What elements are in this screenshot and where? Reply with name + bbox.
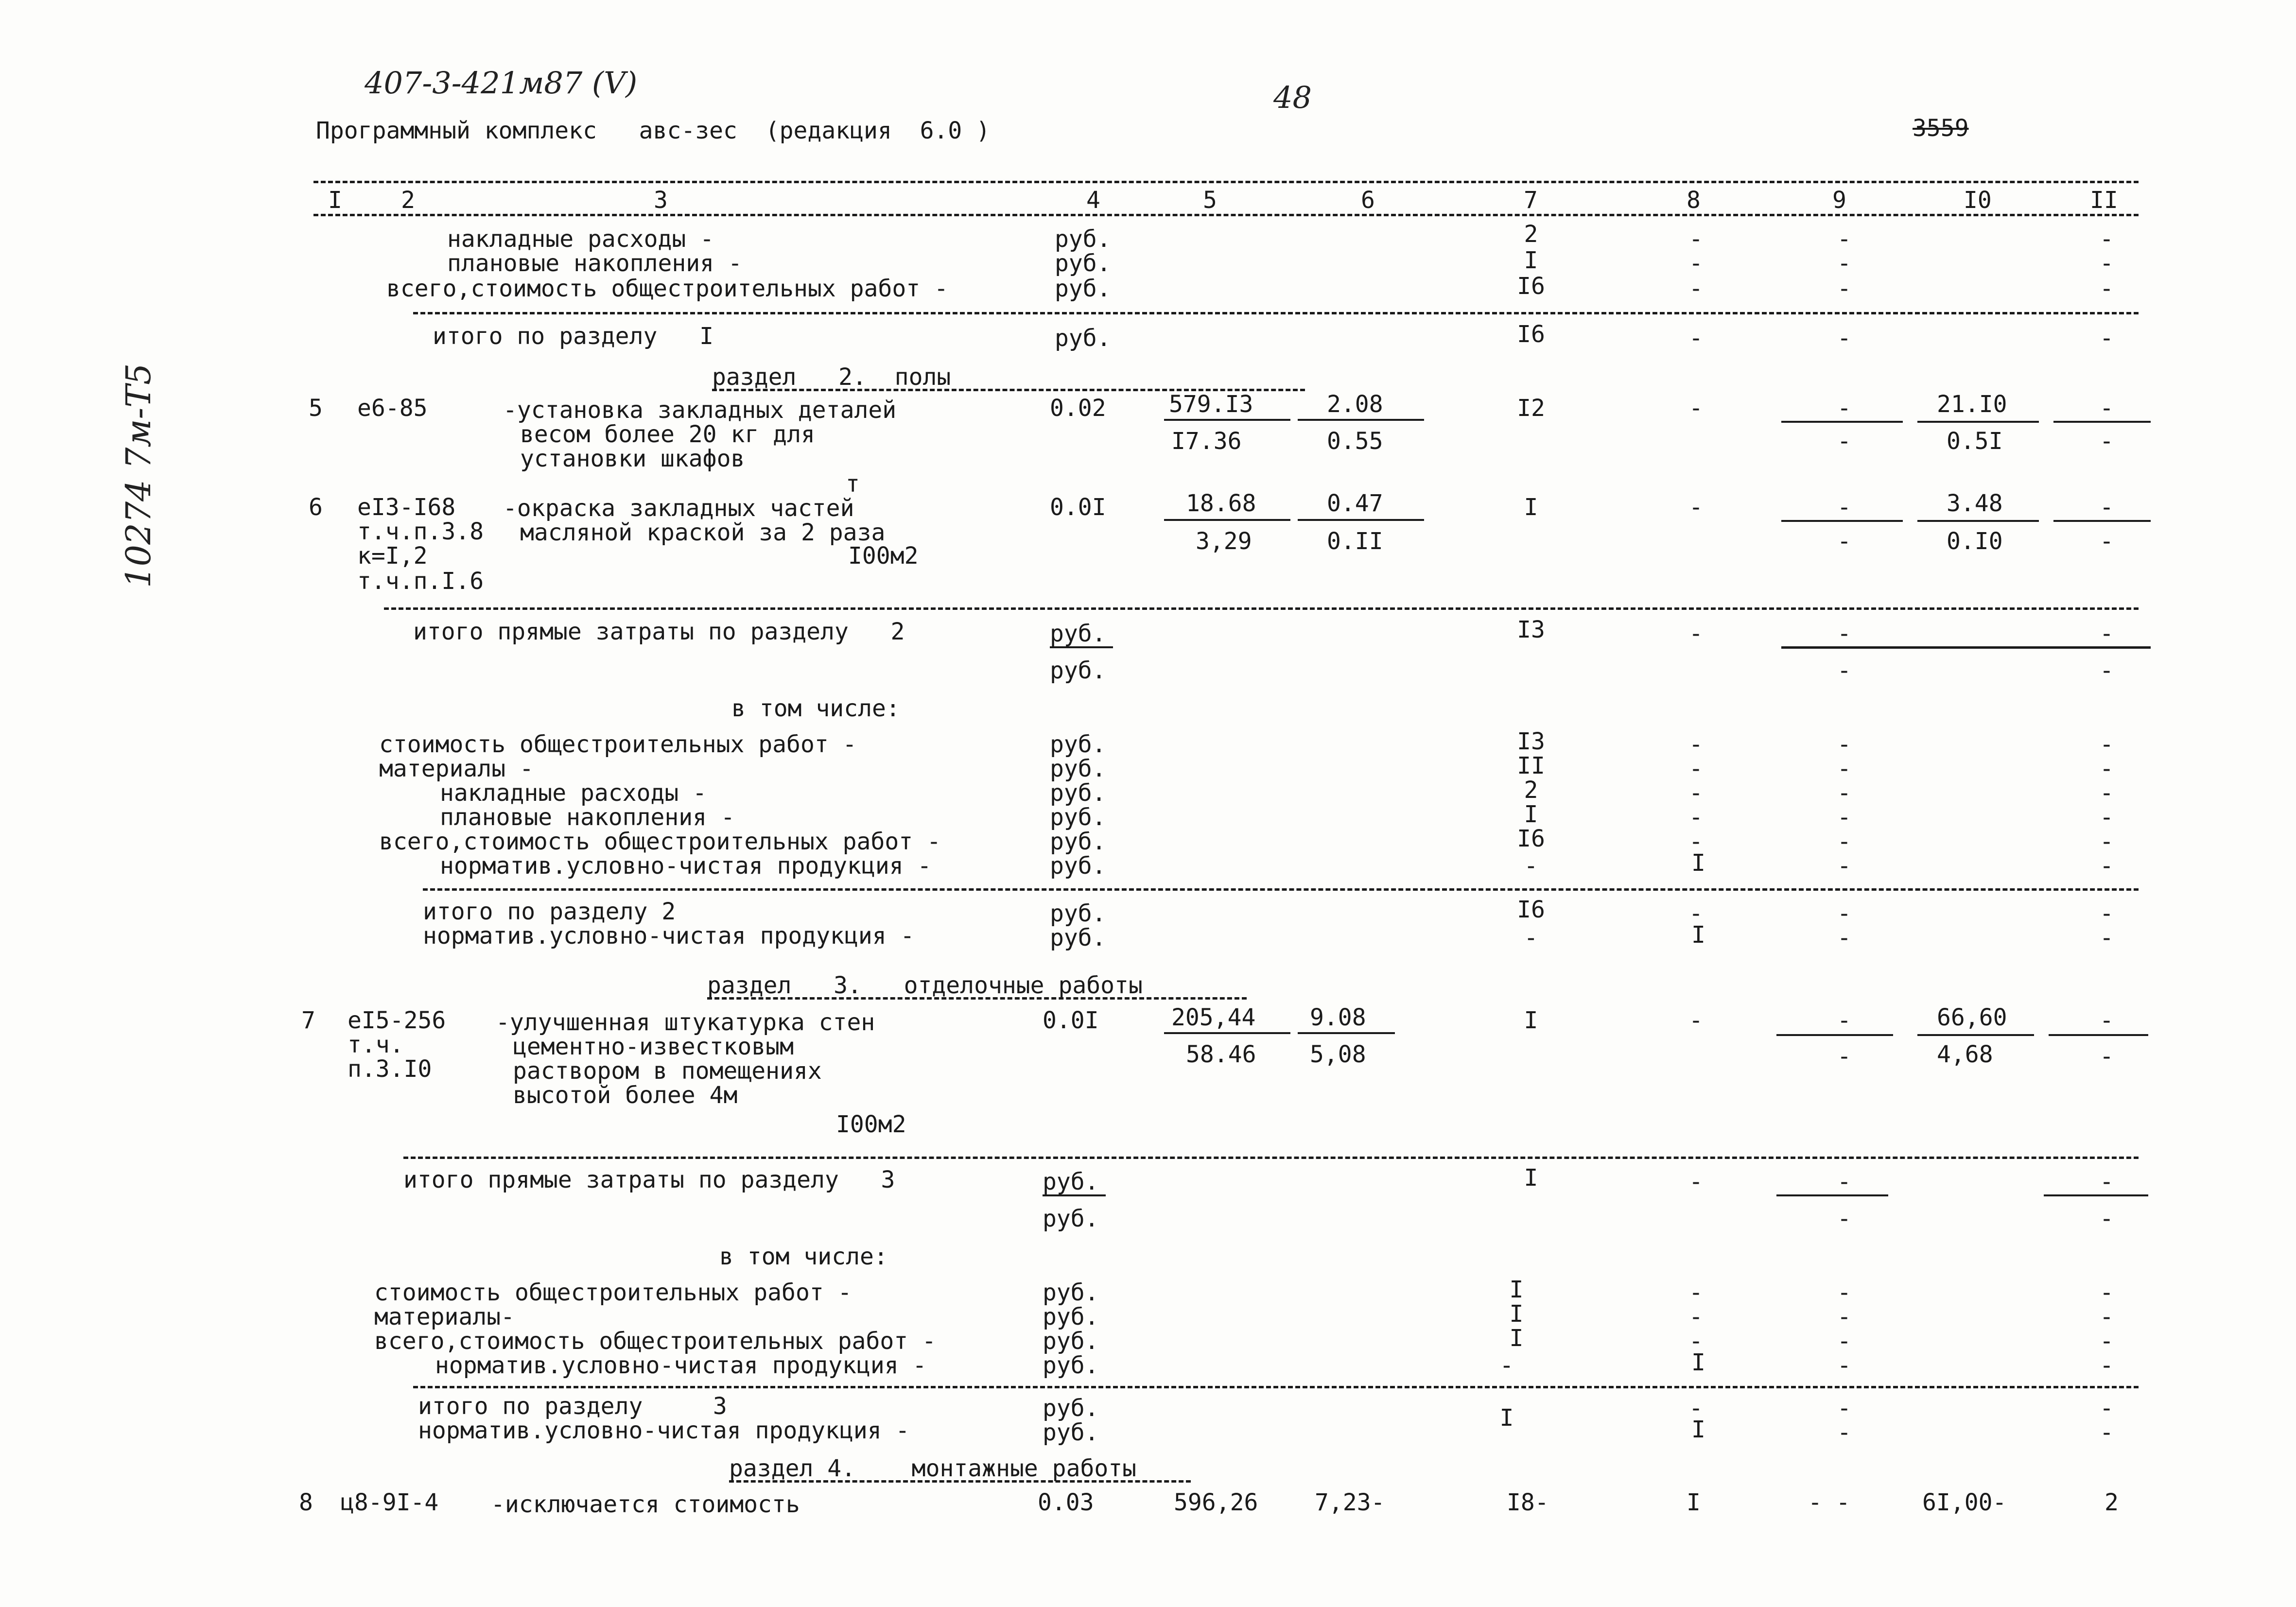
- s2-direct-rule: [1781, 646, 2151, 649]
- row6-c6-bottom: 0.II: [1327, 528, 1383, 555]
- dash-mark: -: [2100, 1419, 2114, 1446]
- s3-normative-label: норматив.условно-чистая продукция -: [435, 1352, 927, 1379]
- row8-c6: 7,23-: [1315, 1489, 1385, 1516]
- dash-mark: -: [1837, 1352, 1851, 1379]
- dash-mark: -: [2100, 250, 2114, 277]
- s2-unit: руб.: [1050, 657, 1106, 684]
- row7-c10-bottom: 4,68: [1937, 1041, 1993, 1068]
- dash-mark: -: [2100, 620, 2114, 647]
- s2-materials-label: материалы -: [379, 755, 534, 782]
- dash-mark: -: [1689, 250, 1703, 277]
- dash-mark: -: [2100, 1168, 2114, 1195]
- row8-code: ц8-9I-4: [340, 1489, 439, 1516]
- dash-mark: -: [1837, 225, 1851, 253]
- row5-c5-bottom: I7.36: [1171, 428, 1242, 455]
- dash-mark: -: [1837, 395, 1851, 422]
- dash-mark: -: [1837, 1168, 1851, 1195]
- dash-mark: -: [1837, 1279, 1851, 1306]
- s2-direct-label: итого прямые затраты по разделу 2: [413, 618, 905, 645]
- s3-unit: руб.: [1043, 1328, 1099, 1355]
- row7-desc: высотой более 4м: [513, 1082, 738, 1109]
- dash-mark: -: [1689, 1279, 1703, 1306]
- dash-mark: -: [2100, 1043, 2114, 1070]
- s2-v-materials: II: [1517, 752, 1545, 779]
- col-header-6: 6: [1361, 187, 1375, 214]
- row8-c5: 596,26: [1174, 1489, 1258, 1516]
- dash-mark: -: [1689, 828, 1703, 855]
- row5-c10-top: 21.I0: [1937, 391, 2007, 418]
- row5-c6-bottom: 0.55: [1327, 428, 1383, 455]
- dash-mark: -: [2100, 395, 2114, 422]
- row7-c5-underline: [1164, 1032, 1290, 1034]
- row6-c5-top: 18.68: [1186, 490, 1256, 517]
- dash-mark: -: [2100, 275, 2114, 302]
- dash-mark: -: [1689, 620, 1703, 647]
- s2-total-v7: I6: [1517, 896, 1545, 923]
- sheet-number: 3559: [1913, 115, 1969, 142]
- dash-mark: -: [2100, 852, 2114, 880]
- s3-c9-underline: [1776, 1194, 1888, 1196]
- s3-direct-label: итого прямые затраты по разделу 3: [403, 1166, 895, 1193]
- s2-norm-v8: I: [1691, 921, 1705, 949]
- s3-unit: руб.: [1043, 1168, 1099, 1195]
- dash-mark: -: [2100, 1205, 2114, 1232]
- row7-unit: I00м2: [836, 1111, 906, 1138]
- dash-mark: -: [2100, 428, 2114, 455]
- row6-code: т.ч.п.3.8: [357, 518, 484, 545]
- s2-unit: руб.: [1050, 828, 1106, 855]
- dash-mark: -: [1837, 900, 1851, 927]
- dash-mark: -: [1689, 1303, 1703, 1331]
- s1-planned-label: плановые накопления -: [447, 250, 742, 277]
- row5-num: 5: [309, 395, 323, 422]
- dash-mark: -: [1837, 1395, 1851, 1422]
- row6-num: 6: [309, 494, 323, 521]
- row6-c7: I: [1524, 494, 1538, 521]
- row7-desc: раствором в помещениях: [513, 1057, 822, 1085]
- dash-mark: -: [1837, 1328, 1851, 1355]
- s2-unit-underline: [1050, 646, 1113, 648]
- dash-mark: -: [1689, 1168, 1703, 1195]
- s3-direct-v7: I: [1524, 1164, 1538, 1192]
- row8-qty: 0.03: [1038, 1489, 1094, 1516]
- row5-c5-top: 579.I3: [1169, 391, 1253, 418]
- dash-mark: -: [1837, 325, 1851, 352]
- dash-mark: -: [2100, 1279, 2114, 1306]
- s4-title: раздел 4. монтажные работы: [729, 1455, 1137, 1482]
- s1-unit: руб.: [1055, 225, 1111, 253]
- dash-mark: -: [1689, 275, 1703, 302]
- s1-total-label: итого по разделу I: [433, 323, 713, 350]
- s3-unit: руб.: [1043, 1303, 1099, 1331]
- s3-cost-label: стоимость общестроительных работ -: [374, 1279, 852, 1306]
- header-rule-bottom: [313, 214, 2139, 216]
- s2-unit: руб.: [1050, 755, 1106, 782]
- dash-mark: -: [1689, 494, 1703, 521]
- s2-unit: руб.: [1050, 924, 1106, 951]
- s2-unit: руб.: [1050, 852, 1106, 880]
- s2-norm-label: норматив.условно-чистая продукция -: [423, 922, 915, 950]
- row6-qty: 0.0I: [1050, 494, 1106, 521]
- dash-mark: -: [1689, 1328, 1703, 1355]
- row6-code: к=I,2: [357, 542, 428, 570]
- row6-code: т.ч.п.I.6: [357, 568, 484, 595]
- row8-desc: -исключается стоимость: [491, 1491, 800, 1518]
- col-header-3: 3: [654, 187, 668, 214]
- s1-unit: руб.: [1055, 250, 1111, 277]
- s3-norm-v8: I: [1691, 1416, 1705, 1443]
- dash-mark: -: [1837, 852, 1851, 880]
- row6-c6-top: 0.47: [1327, 490, 1383, 517]
- col-header-10: I0: [1964, 187, 1992, 214]
- col-header-8: 8: [1687, 187, 1701, 214]
- row5-desc: весом более 20 кг для: [520, 421, 815, 448]
- document-number: 407-3-421м87 (V): [365, 65, 638, 101]
- margin-note: 10274 7м-Т5: [119, 363, 158, 588]
- s1-unit: руб.: [1055, 325, 1111, 352]
- row8-c10: 6I,00-: [1922, 1489, 2007, 1516]
- dash-mark: -: [1837, 250, 1851, 277]
- row5-c5-underline: [1164, 419, 1290, 421]
- dash-mark: -: [1837, 804, 1851, 831]
- row5-c9-underline: [1781, 421, 1903, 423]
- s2-total-cost-label: всего,стоимость общестроительных работ -: [379, 828, 941, 855]
- dash-mark: -: [2100, 755, 2114, 782]
- col-header-7: 7: [1524, 187, 1538, 214]
- s3-unit: руб.: [1043, 1205, 1099, 1232]
- s3-total-rule: [413, 1386, 2139, 1388]
- dash-mark: -: [2100, 779, 2114, 807]
- dash-mark: -: [2100, 1303, 2114, 1331]
- s2-direct-v7: I3: [1517, 616, 1545, 643]
- s1-rule: [413, 312, 2139, 314]
- row5-code: е6-85: [357, 395, 428, 422]
- program-title: Программный комплекс авс-зес (редакция 6.0 ): [316, 117, 991, 144]
- dash-mark: -: [1837, 275, 1851, 302]
- row6-c10-underline: [1917, 520, 2039, 522]
- dash-mark: -: [2100, 1352, 2114, 1379]
- row8-c8: I: [1687, 1489, 1701, 1516]
- s3-c11-underline: [2044, 1194, 2148, 1196]
- s1-planned-v7: I: [1524, 247, 1538, 274]
- s2-rule: [384, 607, 2139, 610]
- row6-c10-bottom: 0.I0: [1947, 528, 2003, 555]
- dash-mark: -: [1689, 804, 1703, 831]
- s1-total-v7: I6: [1517, 273, 1545, 300]
- s2-incl: в том числе:: [731, 695, 900, 722]
- row7-c5-top: 205,44: [1171, 1004, 1256, 1031]
- s1-total-cost-label: всего,стоимость общестроительных работ -: [386, 275, 948, 302]
- dash-mark: -: [2100, 325, 2114, 352]
- row7-qty: 0.0I: [1043, 1007, 1099, 1034]
- dash-mark: -: [1689, 325, 1703, 352]
- row7-c5-bottom: 58.46: [1186, 1041, 1256, 1068]
- s2-overhead-label: накладные расходы -: [440, 779, 707, 807]
- s2-total-label: итого по разделу 2: [423, 898, 676, 925]
- s3-v-cost: I: [1509, 1276, 1524, 1303]
- row6-c11-underline: [2053, 520, 2151, 522]
- s2-unit: руб.: [1050, 900, 1106, 927]
- row7-desc: цементно-известковым: [513, 1033, 794, 1060]
- row6-code: еI3-I68: [357, 494, 456, 521]
- s3-v-materials: I: [1509, 1300, 1524, 1328]
- row7-c6-underline: [1298, 1032, 1395, 1034]
- dash-mark: -: [2100, 528, 2114, 555]
- col-header-2: 2: [401, 187, 415, 214]
- row5-qty: 0.02: [1050, 395, 1106, 422]
- s2-unit: руб.: [1050, 731, 1106, 758]
- row6-mark: т: [846, 470, 860, 498]
- dash-mark: -: [1837, 1043, 1851, 1070]
- row7-c10-top: 66,60: [1937, 1004, 2007, 1031]
- col-header-9: 9: [1832, 187, 1846, 214]
- dash-mark: -: [1837, 657, 1851, 684]
- row6-desc: -окраска закладных частей: [503, 495, 854, 522]
- dash-mark: -: [1499, 1352, 1514, 1379]
- row8-c7: I8-: [1507, 1489, 1549, 1516]
- row6-c10-top: 3.48: [1947, 490, 2003, 517]
- row6-c9-underline: [1781, 520, 1903, 522]
- s2-v-norm8: I: [1691, 849, 1705, 877]
- row5-desc: -установка закладных деталей: [503, 397, 897, 424]
- dash-mark: -: [2100, 1007, 2114, 1034]
- dash-mark: -: [1837, 494, 1851, 521]
- dash-mark: -: [1689, 731, 1703, 758]
- row7-num: 7: [301, 1007, 315, 1034]
- row7-code: еI5-256: [348, 1007, 446, 1034]
- s2-v-planned: I: [1524, 801, 1538, 828]
- s3-total-label: итого по разделу 3: [418, 1393, 727, 1420]
- s2-unit: руб.: [1050, 620, 1106, 647]
- row7-c7: I: [1524, 1007, 1538, 1034]
- dash-mark: -: [2100, 225, 2114, 253]
- dash-mark: -: [1524, 924, 1538, 951]
- row7-code: п.3.I0: [348, 1055, 432, 1083]
- row7-desc: -улучшенная штукатурка стен: [496, 1009, 875, 1036]
- s1-overhead-v7: 2: [1524, 221, 1538, 248]
- dash-mark: -: [1837, 779, 1851, 807]
- dash-mark: -: [1837, 828, 1851, 855]
- dash-mark: -: [2100, 1328, 2114, 1355]
- row7-code: т.ч.: [348, 1031, 404, 1058]
- s3-unit: руб.: [1043, 1419, 1099, 1446]
- dash-mark: -: [1689, 395, 1703, 422]
- s1-overhead-label: накладные расходы -: [447, 225, 714, 253]
- col-header-4: 4: [1086, 187, 1100, 214]
- s3-norm-label: норматив.условно-чистая продукция -: [418, 1417, 910, 1444]
- dash-mark: -: [2100, 657, 2114, 684]
- s3-v-norm8: I: [1691, 1349, 1705, 1376]
- dash-mark: -: [2100, 900, 2114, 927]
- s3-unit: руб.: [1043, 1352, 1099, 1379]
- s3-rule: [403, 1157, 2139, 1159]
- header-rule-top: [313, 181, 2139, 183]
- row5-c7: I2: [1517, 395, 1545, 422]
- dash-mark: -: [1689, 1007, 1703, 1034]
- dash-mark: -: [1837, 731, 1851, 758]
- dash-mark: -: [1837, 620, 1851, 647]
- s2-unit: руб.: [1050, 779, 1106, 807]
- row7-c6-top: 9.08: [1310, 1004, 1366, 1031]
- s3-title: раздел 3. отделочные работы: [707, 972, 1143, 999]
- row5-c6-underline: [1298, 419, 1424, 421]
- row5-c11-underline: [2053, 421, 2151, 423]
- dash-mark: -: [1689, 1395, 1703, 1422]
- s2-cost-label: стоимость общестроительных работ -: [379, 731, 857, 758]
- s4-title-underline: [729, 1480, 1191, 1483]
- dash-mark: -: [1689, 900, 1703, 927]
- dash-mark: -: [1524, 852, 1538, 880]
- dash-mark: -: [1837, 755, 1851, 782]
- s2-unit: руб.: [1050, 804, 1106, 831]
- row6-c6-underline: [1298, 519, 1424, 521]
- s3-materials-label: материалы-: [374, 1303, 515, 1331]
- row5-c10-underline: [1917, 421, 2039, 423]
- dash-mark: -: [2100, 731, 2114, 758]
- dash-mark: -: [1837, 1419, 1851, 1446]
- dash-mark: -: [2100, 804, 2114, 831]
- dash-mark: -: [1837, 528, 1851, 555]
- s3-title-underline: [707, 997, 1247, 1000]
- col-header-11: II: [2090, 187, 2118, 214]
- s3-total-v7: I: [1499, 1404, 1514, 1432]
- row7-c9-underline: [1776, 1034, 1893, 1036]
- dash-mark: -: [1837, 1303, 1851, 1331]
- row6-desc: масляной краской за 2 раза: [520, 519, 886, 546]
- row5-c6-top: 2.08: [1327, 391, 1383, 418]
- dash-mark: -: [2100, 494, 2114, 521]
- s1-total-section-v7: I6: [1517, 321, 1545, 348]
- s2-v-total: I6: [1517, 825, 1545, 852]
- s2-v-cost: I3: [1517, 728, 1545, 755]
- dash-mark: -: [1689, 779, 1703, 807]
- s2-total-rule: [423, 888, 2139, 891]
- row8-c9: - -: [1808, 1489, 1850, 1516]
- s1-unit: руб.: [1055, 275, 1111, 302]
- row7-c6-bottom: 5,08: [1310, 1041, 1366, 1068]
- s3-incl: в том числе:: [719, 1243, 888, 1270]
- s2-planned-label: плановые накопления -: [440, 804, 735, 831]
- row7-c11-underline: [2049, 1034, 2148, 1036]
- dash-mark: -: [1837, 428, 1851, 455]
- dash-mark: -: [2100, 1395, 2114, 1422]
- s3-unit-underline: [1043, 1194, 1106, 1196]
- s3-unit: руб.: [1043, 1395, 1099, 1422]
- col-header-1: I: [328, 187, 342, 214]
- dash-mark: -: [1837, 1205, 1851, 1232]
- dash-mark: -: [1689, 755, 1703, 782]
- row6-c5-underline: [1164, 519, 1290, 521]
- row6-c5-bottom: 3,29: [1196, 528, 1252, 555]
- s2-title: раздел 2. полы: [712, 363, 951, 391]
- s3-v-total: I: [1509, 1325, 1524, 1352]
- row5-desc: установки шкафов: [520, 445, 745, 472]
- s2-normative-label: норматив.условно-чистая продукция -: [440, 852, 932, 880]
- dash-mark: -: [2100, 828, 2114, 855]
- s2-v-overhead: 2: [1524, 777, 1538, 804]
- dash-mark: -: [1689, 225, 1703, 253]
- dash-mark: -: [1837, 924, 1851, 951]
- row7-c10-underline: [1917, 1034, 2034, 1036]
- dash-mark: -: [2100, 924, 2114, 951]
- row8-c11: 2: [2105, 1489, 2119, 1516]
- s3-unit: руб.: [1043, 1279, 1099, 1306]
- dash-mark: -: [1837, 1007, 1851, 1034]
- row5-c10-bottom: 0.5I: [1947, 428, 2003, 455]
- page-number: 48: [1273, 80, 1312, 115]
- s3-total-cost-label: всего,стоимость общестроительных работ -: [374, 1328, 936, 1355]
- row6-unit: I00м2: [848, 542, 919, 570]
- row8-num: 8: [299, 1489, 313, 1516]
- col-header-5: 5: [1203, 187, 1217, 214]
